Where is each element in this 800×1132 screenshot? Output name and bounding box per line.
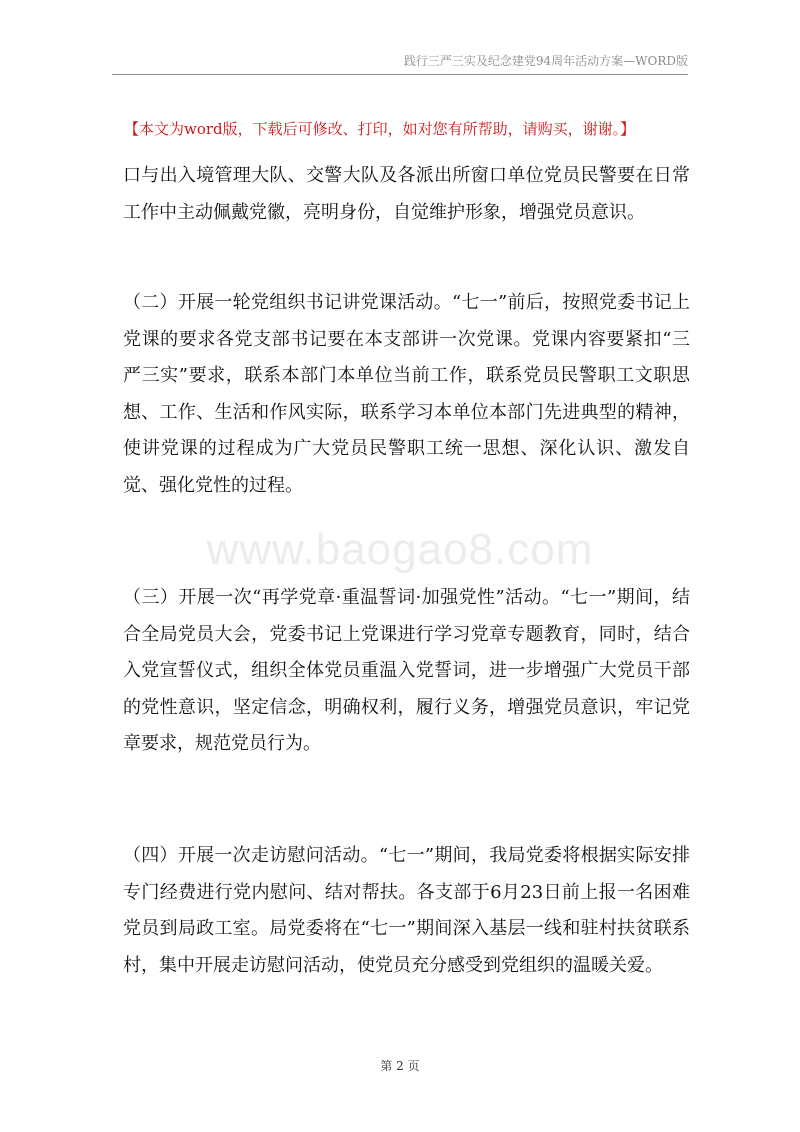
header-title: 践行三严三实及纪念建党94周年活动方案—WORD版 — [403, 54, 688, 68]
paragraph-visit-condolence: （四）开展一次走访慰问活动。“七一”期间，我局党委将根据实际安排专门经费进行党内慰问、结对帮扶。各支部于6月23日前上报一名困难党员到局政工室。局党委将在“七一”期间深入基层一线和驻村扶贫联系村，集中开展走访慰问活动，使党员充分感受到党组织的温暖关爱。 — [123, 845, 690, 976]
page-number: 第 2 页 — [380, 1059, 420, 1073]
paragraph-party-charter: （三）开展一次“再学党章·重温誓词·加强党性”活动。“七一”期间，结合全局党员大会，党委书记上党课进行学习党章专题教育，同时，结合入党宣誓仪式，组织全体党员重温入党誓词，进一步增强广大党员干部的党性意识，坚定信念，明确权利，履行义务，增强党员意识，牢记党章要求，规范党员行为。 — [123, 587, 690, 754]
download-notice: 【本文为word版，下载后可修改、打印，如对您有所帮助，请购买，谢谢。】 — [124, 120, 636, 138]
watermark: www.baogao8.com — [206, 525, 594, 574]
paragraph-continued: 口与出入境管理大队、交警大队及各派出所窗口单位党员民警要在日常工作中主动佩戴党徽，亮明身份，自觉维护形象，增强党员意识。 — [123, 165, 690, 223]
running-header — [112, 52, 688, 75]
paragraph-party-lecture: （二）开展一轮党组织书记讲党课活动。“七一”前后，按照党委书记上党课的要求各党支部书记要在本支部讲一次党课。党课内容要紧扣“三严三实”要求，联系本部门本单位当前工作，联系党员民警职工文职思想、工作、生活和作风实际，联系学习本单位本部门先进典型的精神，使讲党课的过程成为广大党员民警职工统一思想、深化认识、激发自觉、强化党性的过程。 — [123, 292, 690, 496]
